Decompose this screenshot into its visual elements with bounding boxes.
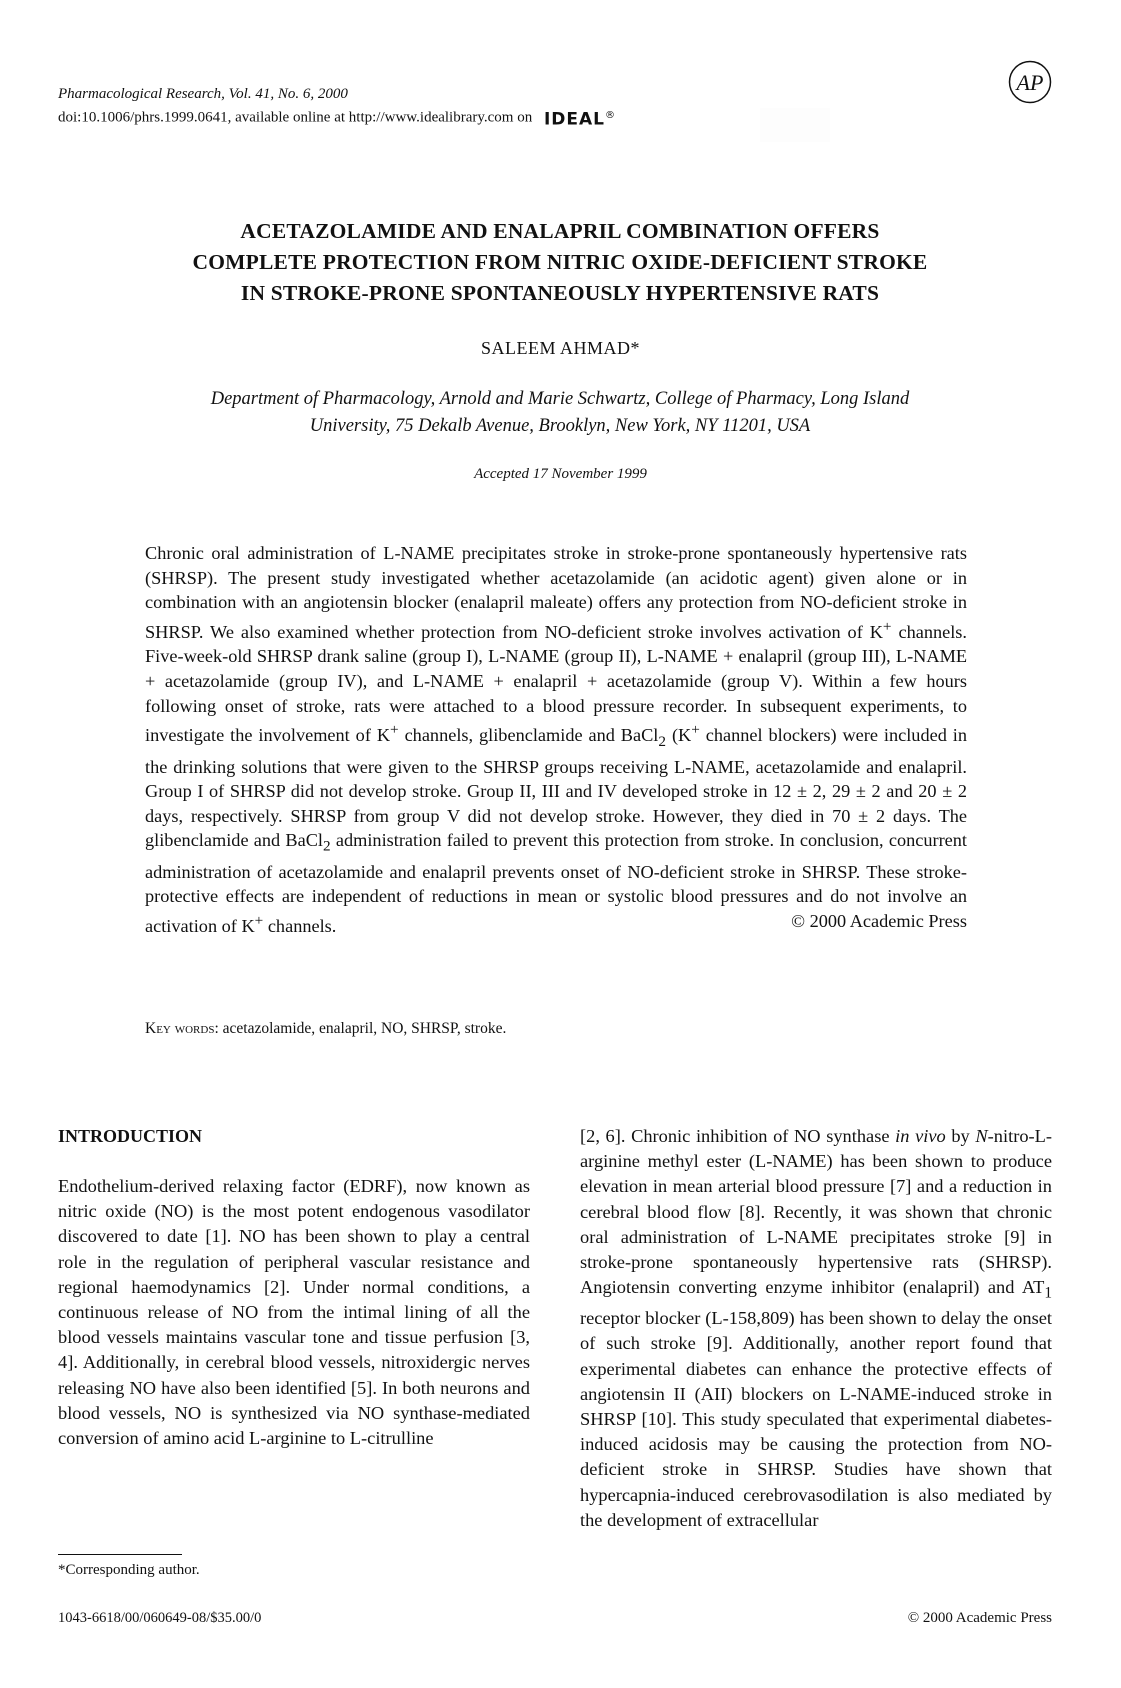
- publisher-logo-text: AP: [1016, 70, 1044, 95]
- italic-term: in vivo: [895, 1126, 946, 1146]
- intro-text: -arginine methyl ester (: [580, 1126, 1052, 1172]
- header-blank-area: [760, 108, 830, 142]
- corresponding-author-footnote: *Corresponding author.: [58, 1562, 200, 1578]
- superscript: +: [691, 721, 700, 739]
- intro-text: -158,809) has been shown to delay the onset of such stroke [9]. Additionally, another report found that experimental diabetes can enhance the protective effects of angiotensin II (AII) blockers on: [580, 1308, 1053, 1404]
- small-caps-l: L: [674, 756, 686, 777]
- small-caps-l: L: [895, 646, 908, 667]
- abstract: [145, 541, 967, 939]
- doi-line: [58, 105, 616, 131]
- affiliation: [100, 386, 1020, 440]
- abstract-text: channel blockers) were included in the drinking solutions that were given to the SHRSP groups receiving: [145, 725, 967, 777]
- intro-text: -NAME precipitates stroke [9] in stroke-prone spontaneously hypertensive rats (SHRSP). Angiotensin converting enzyme inhibitor (enalapril) and AT: [580, 1226, 1052, 1298]
- intro-text: -citrulline: [361, 1428, 434, 1449]
- superscript: +: [254, 911, 264, 929]
- small-caps-l: L: [839, 1383, 851, 1404]
- affiliation-line-1: Department of Pharmacology, Arnold and Marie Schwartz, College of Pharmacy, Long Island: [210, 389, 910, 409]
- journal-citation: Pharmacological Research, Vol. 41, No. 6, 2000: [58, 86, 348, 102]
- keywords-label: Key words: [145, 1020, 215, 1037]
- subscript: 2: [323, 838, 331, 856]
- publisher-logo-icon: [1008, 60, 1052, 104]
- accepted-date: Accepted 17 November 1999: [474, 466, 647, 482]
- small-caps-l: L: [349, 1428, 362, 1449]
- keywords-text: acetazolamide, enalapril, NO, SHRSP, stroke.: [218, 1020, 507, 1037]
- title-line-1: ACETAZOLAMIDE AND ENALAPRIL COMBINATION OFFERS: [240, 219, 880, 243]
- intro-text: -NAME-induced stroke in SHRSP [10]. This study speculated that experimental diabetes-induced acidosis may be causing the protection from NO-deficient stroke in SHRSP. Studies have shown that hypercapnia-induced cerebrovasodilation is also mediated by the development of extracellular: [580, 1383, 1052, 1530]
- abstract-text: channels.: [263, 915, 337, 936]
- abstract-text: channels. Five-week-old SHRSP drank saline (group I),: [145, 621, 967, 667]
- intro-paragraph: [58, 1174, 530, 1451]
- italic-term: N: [975, 1126, 988, 1146]
- abstract-text: -NAME, acetazolamide and enalapril. Group I of SHRSP did not develop stroke. Group II, III and IV developed stroke in 12 ± 2, 29 ± 2 and 20 ± 2 days, respectively. SHRSP from group V did not develop stroke. However, they died in 70 ± 2 days. The glibenclamide and BaCl: [145, 756, 967, 851]
- intro-text: [2, 6]. Chronic inhibition of NO synthase: [580, 1126, 896, 1146]
- small-caps-l: L: [412, 671, 425, 692]
- abstract-text: -NAME precipitates stroke in stroke-prone spontaneously hypertensive rats (SHRSP). The present study investigated whether acetazolamide (an acidotic agent) given alone or in combination with an angiotensin blocker (enalapril maleate) offers any protection from NO-deficient stroke in SHRSP. We also examined whether protection from NO-deficient stroke involves activation of K: [145, 543, 967, 642]
- title-line-2: COMPLETE PROTECTION FROM NITRIC OXIDE-DEFICIENT STROKE: [192, 250, 928, 274]
- small-caps-l: L: [383, 543, 395, 563]
- intro-text: receptor blocker (: [580, 1308, 712, 1329]
- section-heading: INTRODUCTION: [58, 1126, 203, 1146]
- abstract-copyright: © 2000 Academic Press: [791, 910, 967, 931]
- abstract-text: (K: [666, 725, 692, 746]
- abstract-text: Chronic oral administration of: [145, 543, 384, 563]
- intro-text: -arginine to: [260, 1428, 350, 1449]
- keywords: [145, 1020, 506, 1038]
- abstract-text: -NAME + acetazolamide (group IV), and: [145, 646, 968, 692]
- superscript: +: [882, 617, 892, 635]
- ideal-reg-mark: ®: [605, 110, 617, 121]
- affiliation-line-2: University, 75 Dekalb Avenue, Brooklyn, New York, NY 11201, USA: [309, 416, 811, 436]
- intro-text: by: [945, 1126, 976, 1146]
- footer-code: 1043-6618/00/060649-08/$35.00/0: [58, 1610, 262, 1626]
- journal-header: [58, 84, 616, 131]
- intro-text: Endothelium-derived relaxing factor (EDRF), now known as nitric oxide (NO) is the most potent endogenous vasodilator discovered to date [1]. NO has been shown to play a central role in the regulation of peripheral vascular resistance and regional haemodynamics [2]. Under normal conditions, a continuous release of NO from the intimal lining of all the blood vessels maintains vascular tone and tissue perfusion [3, 4]. Additionally, in cerebral blood vessels, nitroxidergic nerves releasing NO have also been identified [5]. In both neurons and blood vessels, NO is synthesized via NO synthase-mediated conversion of amino acid: [58, 1176, 530, 1449]
- abstract-text: -NAME + enalapril (group III),: [657, 646, 896, 667]
- title-line-3: IN STROKE-PRONE SPONTANEOUSLY HYPERTENSIVE RATS: [240, 281, 880, 305]
- article-title: [90, 216, 1030, 309]
- small-caps-l: L: [766, 1226, 778, 1247]
- small-caps-l: L: [488, 646, 500, 667]
- ideal-logo: [544, 105, 616, 131]
- intro-left-column: [58, 1124, 530, 1451]
- small-caps-l: L: [754, 1151, 767, 1172]
- small-caps-l: L: [1034, 1126, 1046, 1146]
- intro-paragraph-continued: [580, 1124, 1052, 1533]
- small-caps-l: L: [711, 1308, 723, 1329]
- keywords-colon: :: [214, 1020, 219, 1037]
- ideal-logo-text: IDEAL: [543, 109, 606, 130]
- small-caps-l: L: [646, 646, 658, 667]
- intro-text: -nitro-: [987, 1126, 1035, 1146]
- small-caps-l: L: [249, 1428, 261, 1449]
- subscript: 1: [1044, 1284, 1052, 1302]
- footnote-divider: [58, 1554, 182, 1555]
- abstract-text: -NAME (group II),: [499, 646, 647, 667]
- abstract-text: administration failed to prevent this protection from stroke. In conclusion, concurrent administration of acetazolamide and enalapril prevents onset of NO-deficient stroke in SHRSP. These stroke-protective effects are independent of reductions in mean or systolic blood pressures and do not involve an activation of K: [145, 830, 967, 936]
- footer-copyright: © 2000 Academic Press: [907, 1610, 1052, 1626]
- superscript: +: [390, 721, 399, 739]
- intro-right-column: [580, 1124, 1052, 1533]
- subscript: 2: [658, 733, 667, 750]
- abstract-text: -NAME + enalapril + acetazolamide (group V). Within a few hours following onset of stroke, rats were attached to a blood pressure recorder. In subsequent experiments, to investigate the involvement of K: [145, 671, 968, 746]
- intro-text: -NAME) has been shown to produce elevation in mean arterial blood pressure [7] and a reduction in cerebral blood flow [8]. Recently, it was shown that chronic oral administration of: [580, 1151, 1052, 1247]
- author-name: SALEEM AHMAD*: [480, 338, 640, 358]
- doi-text: doi:10.1006/phrs.1999.0641, available online at http://www.idealibrary.com on: [58, 109, 533, 126]
- abstract-text: channels, glibenclamide and BaCl: [398, 725, 659, 746]
